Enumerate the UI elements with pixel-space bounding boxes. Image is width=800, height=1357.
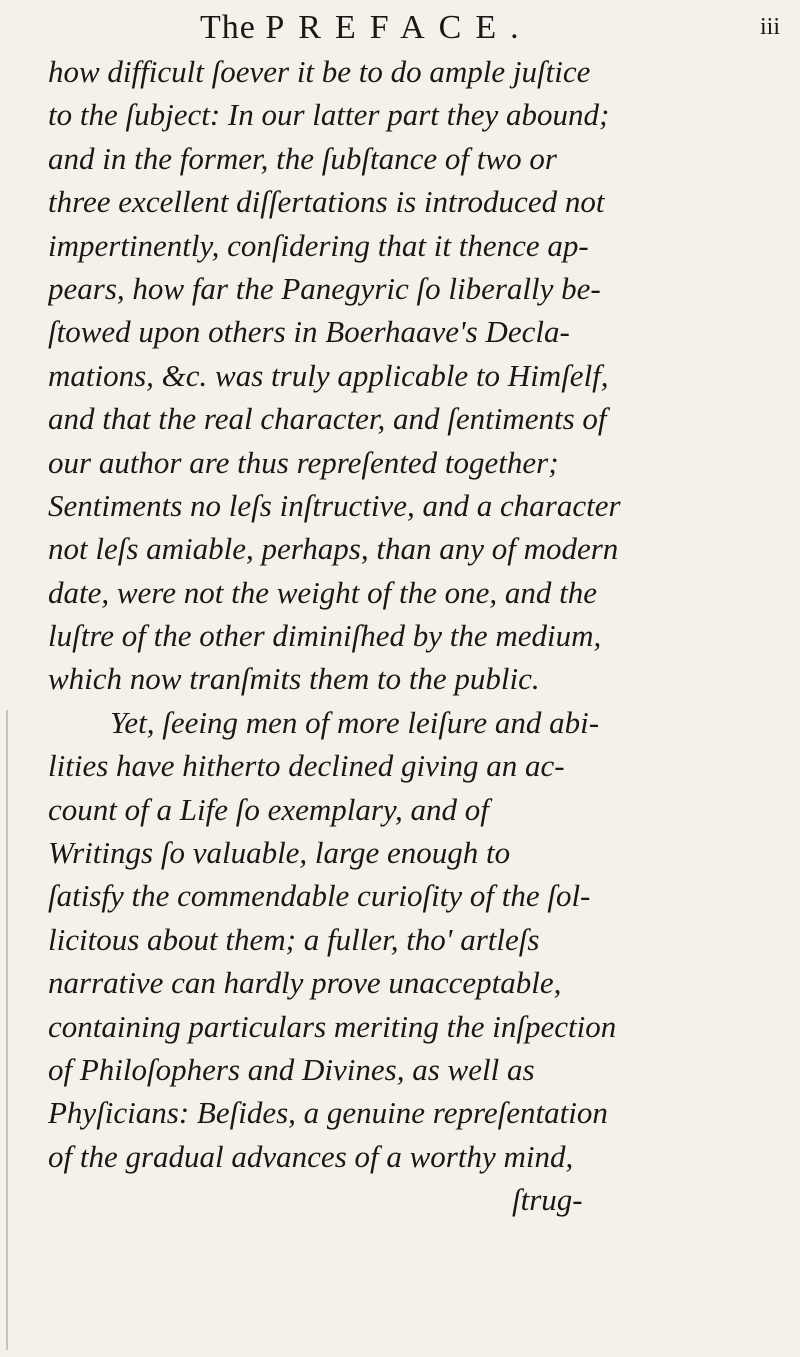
- text-line: three excellent diſſertations is introduced not: [48, 184, 605, 220]
- text-line: count of a Life ſo exemplary, and of: [48, 791, 489, 827]
- text-line: lities have hitherto declined giving an ac-: [48, 748, 565, 784]
- text-line: and that the real character, and ſentiments of: [48, 401, 607, 437]
- text-line: of Philoſophers and Divines, as well as: [48, 1051, 535, 1087]
- text-line: mations, &c. was truly applicable to Himſelf,: [48, 357, 609, 393]
- page-header: [0, 6, 800, 50]
- text-line: Sentiments no leſs inſtructive, and a character: [48, 487, 621, 523]
- text-line: how difficult ſoever it be to do ample juſtice: [48, 54, 591, 89]
- text-line: of the gradual advances of a worthy mind,: [48, 1138, 574, 1174]
- text-line: containing particulars meriting the inſpection: [48, 1008, 617, 1044]
- text-line: licitous about them; a fuller, tho' artleſs: [48, 921, 540, 957]
- text-line: which now tranſmits them to the public.: [48, 661, 540, 697]
- text-line: luſtre of the other diminiſhed by the medium,: [48, 618, 602, 654]
- text-line: our author are thus repreſented together;: [48, 444, 559, 480]
- text-line: Writings ſo valuable, large enough to: [48, 835, 511, 871]
- text-line: to the ſubject: In our latter part they abound;: [48, 97, 610, 133]
- running-head-preface: PREFACE.: [265, 9, 533, 46]
- text-line: impertinently, conſidering that it thence ap-: [48, 227, 589, 263]
- text-line: ſtowed upon others in Boerhaave's Decla-: [48, 314, 570, 350]
- catchword: ſtrug-: [512, 1182, 583, 1218]
- text-line: Phyſicians: Beſides, a genuine repreſentation: [48, 1095, 608, 1131]
- page-edge-shadow: [6, 710, 8, 1350]
- page-number: iii: [759, 14, 780, 40]
- text-line: and in the former, the ſubſtance of two or: [48, 140, 557, 176]
- text-line: pears, how far the Panegyric ſo liberally be-: [48, 270, 601, 306]
- text-line: ſatisfy the commendable curioſity of the ſol-: [48, 878, 591, 914]
- running-head-the: The: [200, 9, 256, 46]
- paragraph-start-line: Yet, ſeeing men of more leiſure and abi-: [110, 704, 600, 740]
- body-text: [48, 50, 748, 1222]
- running-head: [200, 6, 533, 50]
- text-line: date, were not the weight of the one, and the: [48, 574, 597, 610]
- text-line: narrative can hardly prove unacceptable,: [48, 965, 562, 1001]
- text-line: not leſs amiable, perhaps, than any of modern: [48, 531, 619, 567]
